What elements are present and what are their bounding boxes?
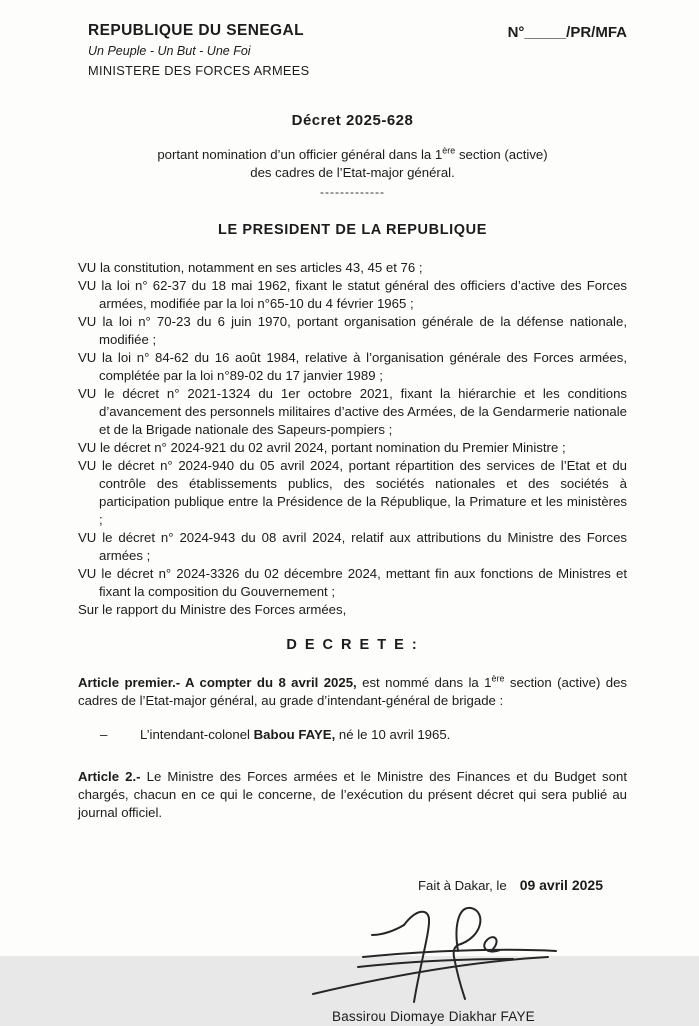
vu-clause: VU le décret n° 2021-1324 du 1er octobre 2021, fixant la hiérarchie et les conditions d’avancement des personnels militaires d’active des Armées, de la Gendarmerie nationale et de la Brigade nationale des Sapeurs-pompiers ; (78, 386, 627, 437)
decrete-heading: D E C R E T E : (286, 637, 419, 653)
president-heading: LE PRESIDENT DE LA REPUBLIQUE (217, 222, 488, 238)
decree-subtitle (78, 146, 627, 182)
article-2-body: Le Ministre des Forces armées et le Ministre des Finances et du Budget sont chargés, chacun en ce qui le concerne, de l’exécution du présent décret qui sera publié au journal officiel. (78, 769, 627, 820)
vu-clause: VU le décret n° 2024-921 du 02 avril 2024, portant nomination du Premier Ministre ; (78, 440, 566, 455)
vu-clause: VU la constitution, notamment en ses articles 43, 45 et 76 ; (78, 260, 423, 275)
decree-subtitle-line1 (78, 146, 627, 164)
reference-number (508, 24, 627, 42)
vu-clauses-section (78, 259, 627, 619)
vu-clause: VU le décret n° 2024-943 du 08 avril 2024, relatif aux attributions du Ministre des Forces armées ; (78, 530, 627, 563)
signatory-name: Bassirou Diomaye Diakhar FAYE (332, 1009, 535, 1024)
republic-name: REPUBLIQUE DU SENEGAL (88, 22, 304, 39)
reference-number-suffix: /PR/MFA (566, 24, 627, 41)
dateline (78, 876, 627, 895)
national-motto: Un Peuple - Un But - Une Foi (88, 44, 251, 58)
subtitle-line1-pre: portant nomination d’un officier général dans la 1 (157, 147, 443, 162)
dateline-place: Fait à Dakar, le (418, 878, 507, 893)
reference-number-prefix: N° (507, 24, 525, 41)
issuer-block (88, 22, 309, 80)
vu-clause: VU le décret n° 2024-3326 du 02 décembre 2024, mettant fin aux fonctions de Ministres et fixant la composition du Gouvernement ; (78, 566, 627, 599)
letterhead (88, 22, 627, 80)
list-dash: – (100, 727, 108, 742)
vu-clause: VU la loi n° 70-23 du 6 juin 1970, portant organisation générale de la défense nationale, modifiée ; (78, 314, 627, 347)
dateline-date: 09 avril 2025 (519, 877, 603, 893)
appointment-rank: L’intendant-colonel (140, 727, 254, 742)
article-premier-lead: Article premier.- A compter du 8 avril 2025, (78, 675, 357, 690)
ordinal-superscript: ère (442, 145, 456, 156)
vu-clause: VU la loi n° 84-62 du 16 août 1984, relative à l’organisation générale des Forces armées, complétée par la loi n°89-02 du 17 janvier 1989 ; (78, 350, 627, 383)
ordinal-superscript: ère (491, 673, 505, 684)
vu-clause: VU le décret n° 2024-940 du 05 avril 2024, portant répartition des services de l’Etat et du contrôle des établissements publics, des sociétés nationales et des sociétés à participation publique entre la Présidence de la République, la Primature et les ministères ; (78, 458, 627, 527)
appointment-line (78, 726, 627, 744)
ministry-name: MINISTERE DES FORCES ARMEES (88, 63, 310, 78)
article-2 (78, 768, 627, 822)
dashed-separator: ------------- (320, 185, 385, 199)
signature-strokes (308, 899, 588, 1004)
report-line: Sur le rapport du Ministre des Forces armées, (78, 602, 347, 617)
article-premier-body-post: section (active) des cadres de l’Etat-major général, au grade d’intendant-général de brigade : (78, 675, 627, 708)
article-premier (78, 674, 627, 710)
decree-subtitle-line2: des cadres de l’Etat-major général. (250, 165, 455, 180)
article-premier-body-pre: est nommé dans la 1 (356, 675, 492, 690)
appointee-name: Babou FAYE, (253, 727, 336, 742)
subtitle-line1-post: section (active) (455, 147, 548, 162)
article-2-lead: Article 2.- (78, 769, 141, 784)
decree-title: Décret 2025-628 (291, 112, 414, 129)
reference-number-blank: _____ (524, 24, 567, 41)
appointment-birthdate: né le 10 avril 1965. (335, 727, 451, 742)
signature (308, 899, 588, 1004)
vu-clause: VU la loi n° 62-37 du 18 mai 1962, fixant le statut général des officiers d’active des Forces armées, modifiée par la loi n°65-10 du 4 février 1965 ; (78, 278, 627, 311)
